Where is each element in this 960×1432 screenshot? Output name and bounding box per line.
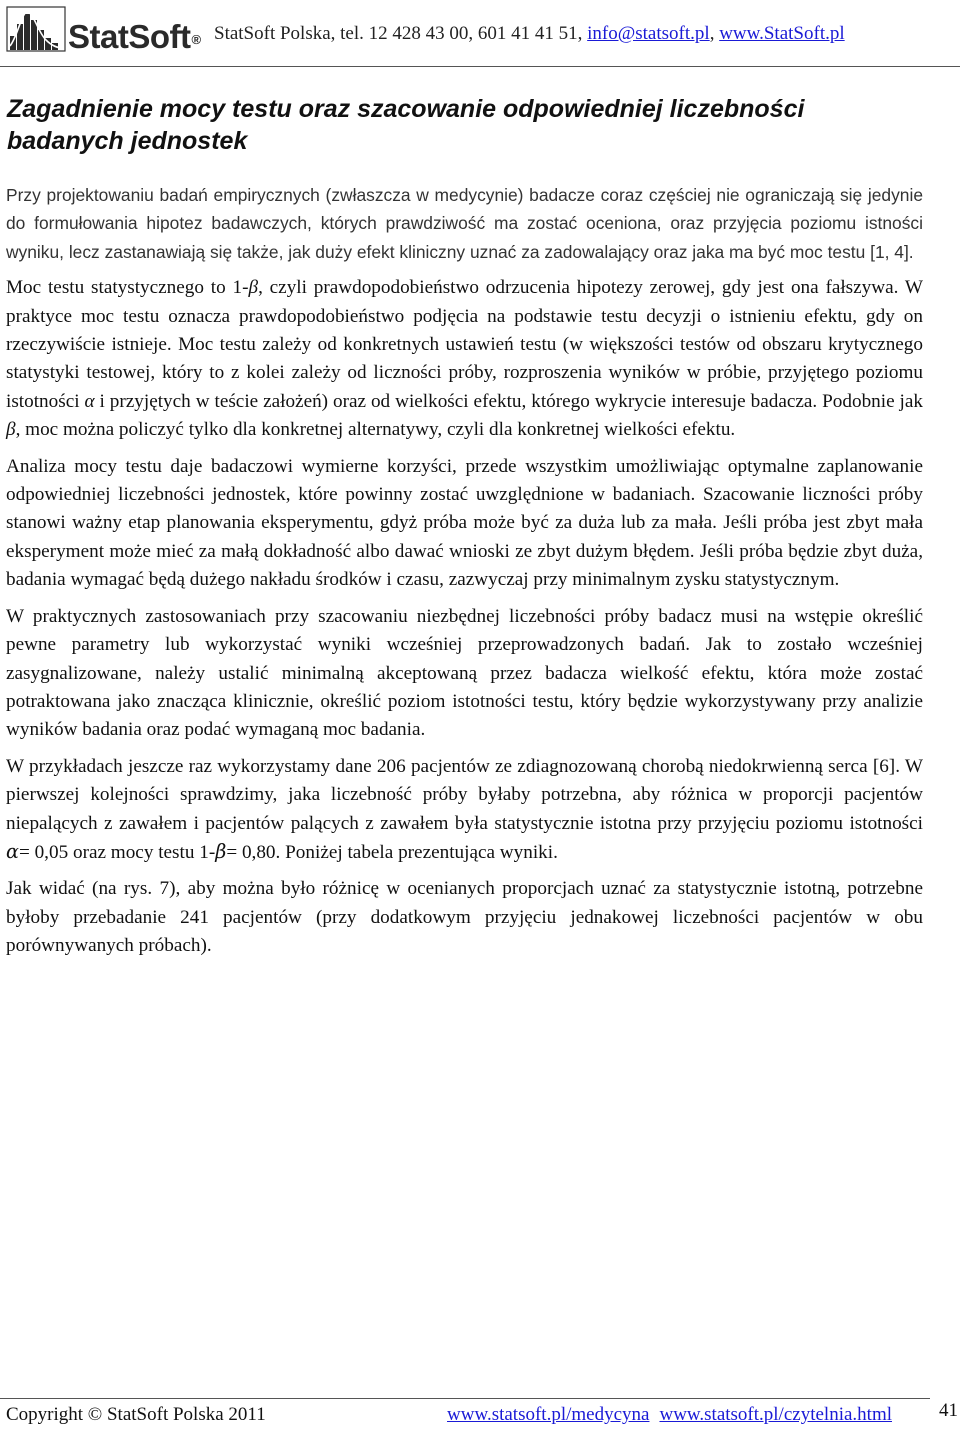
paragraph-power-analysis: Analiza mocy testu daje badaczowi wymierne korzyści, przede wszystkim umożliwiając optymalne zaplanowanie odpowiedniej liczebności jednostek, które powinny zostać uwzględnione w badaniach. Szacowanie liczności próby stanowi ważny etap planowania eksperymentu, gdyż próba może być za duża lub za mała. Jeśli próba jest zbyt mała eksperyment może mieć za małą dokładność albo dawać wnioski ze zbyt dużym błędem. Jeśli próba będzie zbyt duża, badania wymagać będą dużego nakładu środków i czasu, zazwyczaj przy minimalnym zysku statystycznym. xyxy=(6,455,923,591)
logo-wordmark: StatSoft® xyxy=(68,18,201,55)
paragraph-power-definition: Moc testu statystycznego to 1-β, czyli prawdopodobieństwo odrzucenia hipotezy zerowej, gdy jest ona fałszywa. W praktyce moc testu oznacza prawdopodobieństwo podjęcia na podstawie testu decyzji o istnieniu efektu, gdy on rzeczywiście istnieje. Moc testu zależy od konkretnych ustawień testu (w większości testów od obszaru krytycznego statystyki testowej, który to z kolei zależy od liczności próby, rozproszenia wyników w próbie, przyjętego poziomu istotności α i przyjętych w teście założeń) oraz od wielkości efektu, którego wykrycie interesuje badacza. Podobnie jak β, moc można policzyć tylko dla konkretnej alternatywy, czyli dla konkretnej wielkości efektu. xyxy=(6,277,924,441)
header-contact-info: StatSoft Polska, tel. 12 428 43 00, 601 41 41 51, info@statsoft.pl, www.StatSoft.pl xyxy=(214,23,845,44)
paragraph-conclusion: Jak widać (na rys. 7), aby można było różnicę w ocenianych proporcjach uznać za statystycznie istotną, potrzebne byłoby przebadanie 241 pacjentów (przy dodatkowym przyjęciu jednakowej liczebności pacjentów w obu porównywanych próbach). xyxy=(6,878,923,957)
statsoft-logo xyxy=(6,6,201,55)
article-body xyxy=(6,181,923,961)
page-title: Zagadnienie mocy testu oraz szacowanie odpowiedniej liczebności badanych jednostek xyxy=(7,95,805,155)
page-footer xyxy=(6,1403,926,1427)
footer-links xyxy=(437,1403,892,1427)
paragraph-sample-size: W praktycznych zastosowaniach przy szacowaniu niezbędnej liczebności próby badacz musi na wstępie określić pewne parametry lub wykorzystać wyniki wcześniej przeprowadzonych badań. Jak to zostało wcześniej zasygnalizowane, należy ustalić minimalną akceptowaną przez badacza wielkość efektu, która może zostać potraktowana jako znacząca klinicznie, określić poziom istotności testu, który będzie wykorzystywany przy analizie wyników badania oraz podać wymaganą moc badania. xyxy=(6,605,923,741)
website-link[interactable]: www.StatSoft.pl xyxy=(719,23,845,44)
company-contact: StatSoft Polska, tel. 12 428 43 00, 601 41 41 51, xyxy=(214,23,588,44)
paragraph-example: W przykładach jeszcze raz wykorzystamy dane 206 pacjentów ze zdiagnozowaną chorobą niedokrwienną serca [6]. W pierwszej kolejności sprawdzimy, jaka liczebność próby byłaby potrzebna, aby różnica w proporcji pacjentów niepalących z zawałem i pacjentów palących z zawałem była statystycznie istotna przy przyjęciu poziomu istotności α= 0,05 oraz mocy testu 1-β= 0,80. Poniżej tabela prezentująca wyniki. xyxy=(6,755,923,863)
page-header xyxy=(0,0,960,68)
czytelnia-link[interactable]: www.statsoft.pl/czytelnia.html xyxy=(659,1404,892,1425)
histogram-logo-icon xyxy=(6,6,66,52)
page-number: 41 xyxy=(939,1400,958,1421)
paragraph-intro: Przy projektowaniu badań empirycznych (zwłaszcza w medycynie) badacze coraz częściej nie ograniczają się jedynie do formułowania hipotez badawczych, których prawdziwość ma zostać oceniona, oraz przyjęcia poziomu istności wyniku, lecz zastanawiają się także, jak duży efekt kliniczny uznać za zadowalający oraz jaka ma być moc testu [1, 4]. xyxy=(6,185,923,262)
email-link[interactable]: info@statsoft.pl xyxy=(587,23,710,44)
copyright-text: Copyright © StatSoft Polska 2011 xyxy=(6,1404,266,1425)
footer-divider xyxy=(0,1398,930,1399)
header-divider xyxy=(0,66,960,67)
medycyna-link[interactable]: www.statsoft.pl/medycyna xyxy=(447,1404,650,1425)
